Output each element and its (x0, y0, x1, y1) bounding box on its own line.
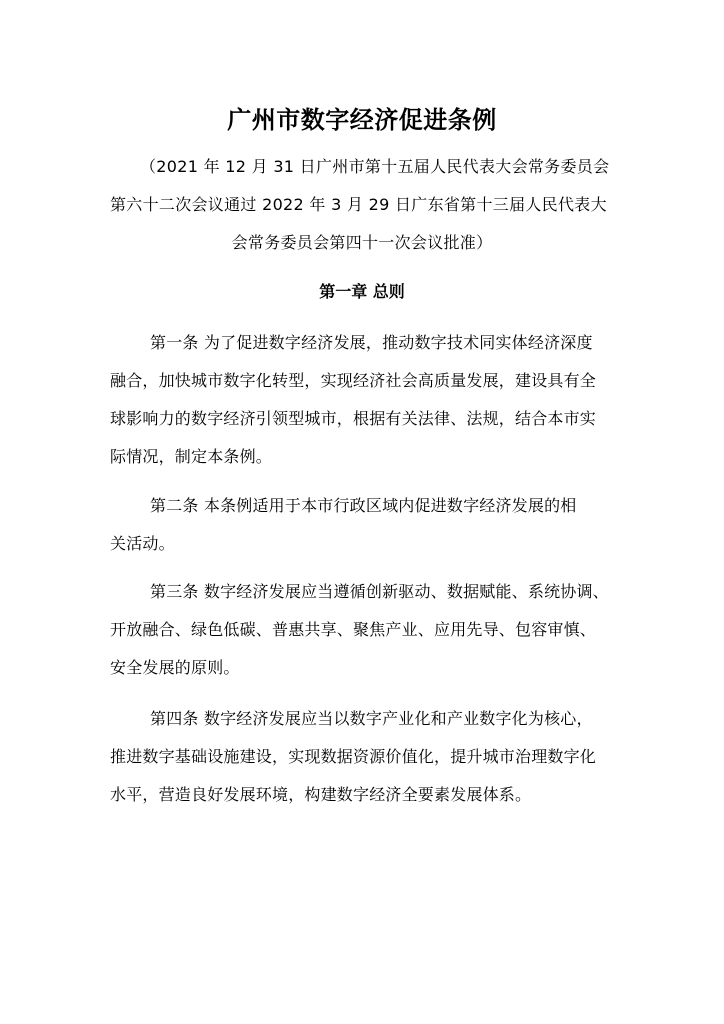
adoption-note-line: 第六十二次会议通过 2022 年 3 月 29 日广东省第十三届人民代表大 (110, 195, 607, 214)
article-line: 开放融合、绿色低碳、普惠共享、聚焦产业、应用先导、包容审慎、 (110, 620, 597, 639)
article-line: 第四条 数字经济发展应当以数字产业化和产业数字化为核心， (150, 709, 593, 728)
article-line: 关活动。 (110, 534, 175, 553)
article-line: 推进数字基础设施建设，实现数据资源价值化，提升城市治理数字化 (110, 747, 597, 766)
article-3 (110, 573, 614, 687)
adoption-note (110, 148, 614, 262)
article-line: 球影响力的数字经济引领型城市，根据有关法律、法规，结合本市实 (110, 409, 597, 428)
article-line: 水平，营造良好发展环境，构建数字经济全要素发展体系。 (110, 785, 532, 804)
article-line: 安全发展的原则。 (110, 658, 240, 677)
adoption-note-line: 会常务委员会第四十一次会议批准） (231, 233, 493, 252)
document-title: 广州市数字经济促进条例 (227, 105, 497, 134)
article-line: 第一条 为了促进数字经济发展，推动数字技术同实体经济深度 (150, 333, 593, 352)
article-4 (110, 700, 614, 814)
adoption-note-line: （2021 年 12 月 31 日广州市第十五届人民代表大会常务委员会 (140, 157, 610, 176)
chapter-heading: 第一章 总则 (319, 282, 405, 301)
article-2 (110, 487, 614, 563)
article-1 (110, 324, 614, 476)
article-line: 际情况，制定本条例。 (110, 447, 273, 466)
article-line: 第三条 数字经济发展应当遵循创新驱动、数据赋能、系统协调、 (150, 582, 609, 601)
article-line: 融合，加快城市数字化转型，实现经济社会高质量发展，建设具有全 (110, 371, 597, 390)
article-line: 第二条 本条例适用于本市行政区域内促进数字经济发展的相 (150, 496, 577, 515)
